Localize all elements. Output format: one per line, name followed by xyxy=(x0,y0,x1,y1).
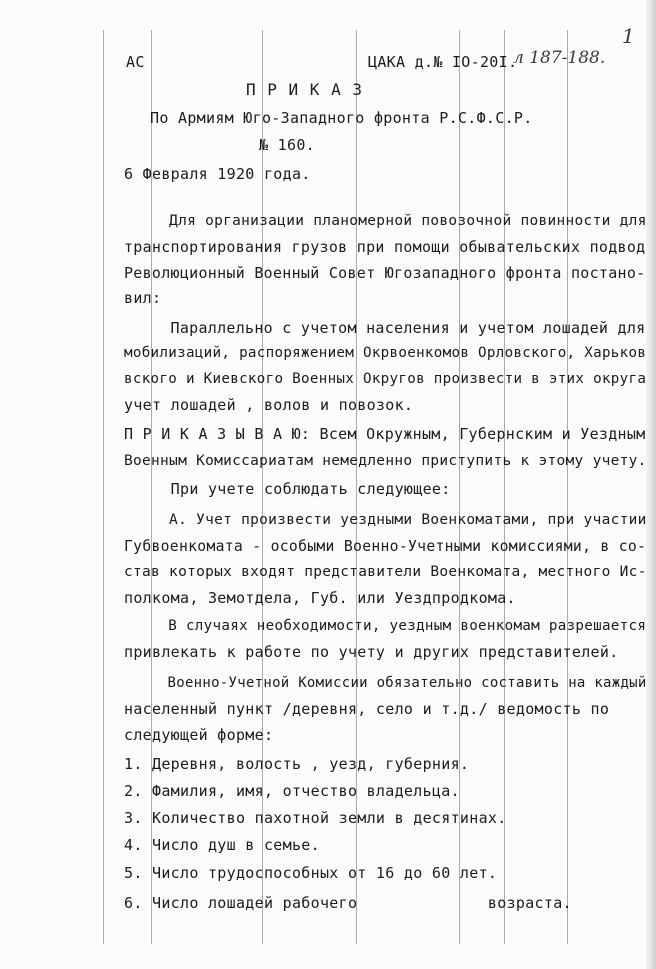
order-date: 6 Февраля 1920 года. xyxy=(124,165,311,183)
body-line: 2. Фамилия, имя, отчество владельца. xyxy=(124,782,460,800)
body-line: В случаях необходимости, уездным военкомам разрешается xyxy=(124,618,647,634)
vertical-rule xyxy=(504,30,505,944)
body-line: При учете соблюдать следующее: xyxy=(124,480,451,498)
order-number: № 160. xyxy=(259,136,315,154)
vertical-rule xyxy=(103,30,104,944)
body-line: Параллельно с учетом населения и учетом лошадей для xyxy=(124,319,646,337)
body-line: Губвоенкомата - особыми Военно-Учетными комиссиями, в со- xyxy=(124,538,647,555)
body-line: А. Учет произвести уездными Военкоматами, при участии xyxy=(124,512,647,528)
handwritten-page-number: 1 xyxy=(622,24,635,48)
body-line: населенный пункт /деревня, село и т.д./ ведомость по xyxy=(124,700,610,718)
body-line: вил: xyxy=(124,289,162,307)
document-subtitle: По Армиям Юго-Западного фронта Р.С.Ф.С.Р. xyxy=(150,109,533,127)
body-line: Для организации планомерной повозочной повинности для xyxy=(124,213,647,229)
body-line: П Р И К А З Ы В А Ю: Всем Окружным, Губернским и Уездным xyxy=(124,425,646,443)
body-line: став которых входят представители Военкомата, местного Ис- xyxy=(124,564,647,580)
handwritten-sheet-numbers: л 187-188. xyxy=(513,48,606,68)
archive-reference: ЦАКА д.№ IO-20I. xyxy=(368,53,518,71)
body-line: Революционный Военный Совет Югозападного фронта постано- xyxy=(124,264,646,282)
body-line: 6. Число лошадей рабочего возраста. xyxy=(124,894,572,912)
body-line: привлекать к работе по учету и других представителей. xyxy=(124,643,619,661)
body-line: вского и Киевского Военных Округов произвести в этих округа xyxy=(124,371,647,387)
body-line: транспортирования грузов при помощи обывательских подвод xyxy=(124,238,646,256)
body-line: учет лошадей , волов и повозок. xyxy=(124,396,414,414)
page-edge-shadow xyxy=(646,0,656,969)
body-line: 3. Количество пахотной земли в десятинах. xyxy=(124,809,507,827)
header-left-code: АС xyxy=(126,53,145,71)
body-line: следующей форме: xyxy=(124,726,274,744)
body-line: Военно-Учетной Комиссии обязательно составить на каждый xyxy=(124,675,647,691)
body-line: мобилизаций, распоряжением Окрвоенкомов Орловского, Харьков xyxy=(124,345,647,361)
body-line: полкома, Земотдела, Губ. или Уездпродкома. xyxy=(124,589,516,607)
body-line: 5. Число трудоспособных от 16 до 60 лет. xyxy=(124,864,498,882)
document-title: П Р И К А З xyxy=(246,80,363,99)
vertical-rule xyxy=(459,30,460,944)
body-line: Военным Комиссариатам немедленно приступить к этому учету. xyxy=(124,453,647,469)
vertical-rule xyxy=(567,30,568,944)
body-line: 4. Число душ в семье. xyxy=(124,836,320,854)
body-line: 1. Деревня, волость , уезд, губерния. xyxy=(124,755,470,773)
